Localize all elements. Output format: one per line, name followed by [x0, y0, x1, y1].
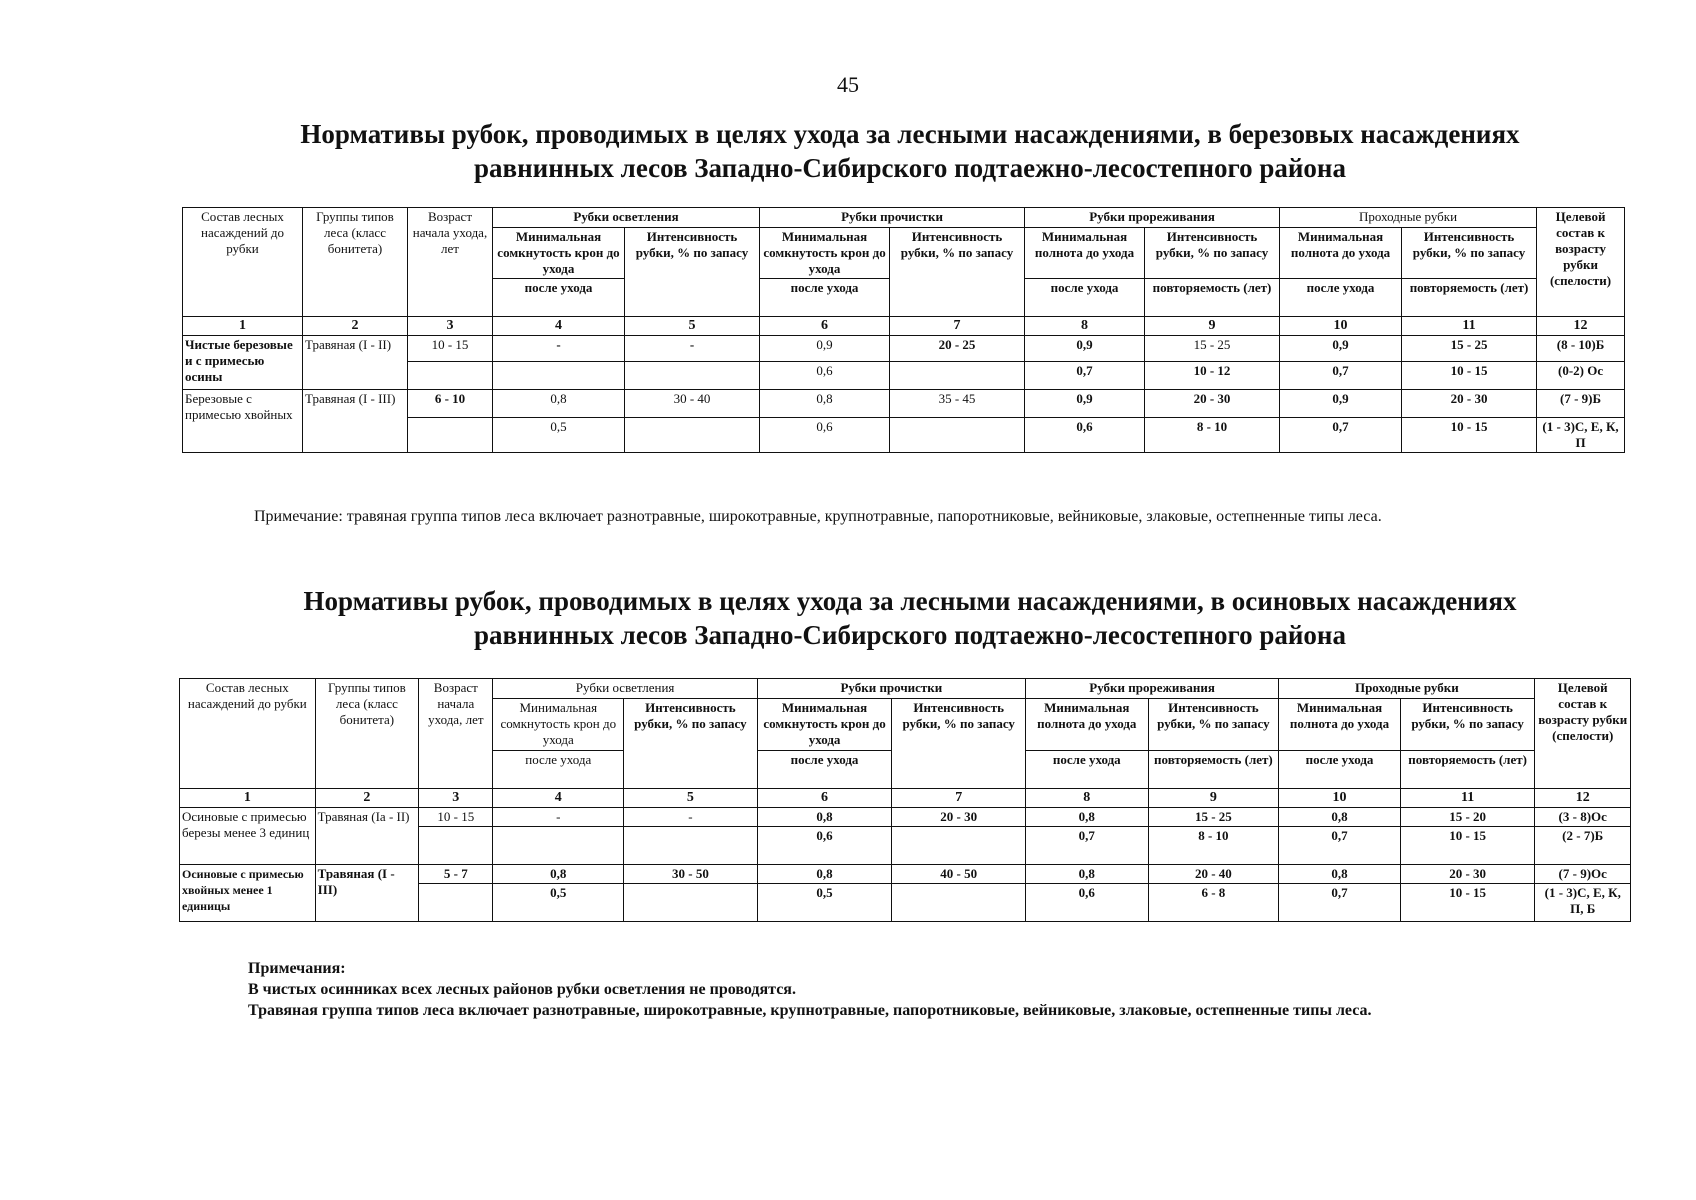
table2-title-line1: Нормативы рубок, проводимых в целях ухода за лесными насаждениями, в осиновых насаждениях — [303, 586, 1517, 616]
col-number: 4 — [493, 789, 624, 808]
cell-value: 10 - 15 — [1400, 827, 1535, 865]
cell-value: 10 - 12 — [1145, 362, 1280, 390]
header-intensity: Интенсивность рубки, % по запасу — [625, 228, 760, 317]
cell-value: 8 - 10 — [1145, 418, 1280, 453]
cell-value: 35 - 45 — [890, 390, 1025, 418]
cell-value: 0,7 — [1026, 827, 1149, 865]
cell-value: 20 - 25 — [890, 336, 1025, 362]
cell-value: 0,6 — [757, 827, 892, 865]
col-number: 5 — [625, 317, 760, 336]
row-group: Травяная (I - II) — [303, 336, 408, 390]
cell-value: - — [624, 808, 758, 827]
cell-value: 20 - 40 — [1148, 865, 1279, 884]
header-start-age: Возраст начала ухода, лет — [419, 679, 493, 789]
row-group: Травяная (I - III) — [303, 390, 408, 453]
header-forest-groups: Группы типов леса (класс бонитета) — [303, 208, 408, 317]
header-intensity: Интенсивность рубки, % по запасу — [1402, 228, 1537, 279]
cell-value: 0,8 — [757, 865, 892, 884]
cell-value: 0,8 — [1279, 808, 1401, 827]
row-age — [408, 418, 493, 453]
cell-value: 15 - 20 — [1400, 808, 1535, 827]
header-intensity: Интенсивность рубки, % по запасу — [1400, 699, 1535, 751]
cell-value — [892, 884, 1026, 922]
cell-value: 0,8 — [493, 390, 625, 418]
header-thinning: Рубки прореживания — [1026, 679, 1279, 699]
cell-value — [493, 827, 624, 865]
cell-value — [624, 827, 758, 865]
cell-value: 0,9 — [1025, 390, 1145, 418]
cell-value: 15 - 25 — [1145, 336, 1280, 362]
cell-value: 0,6 — [1025, 418, 1145, 453]
cell-value: 15 - 25 — [1402, 336, 1537, 362]
cell-value: 6 - 8 — [1148, 884, 1279, 922]
table1-title — [180, 117, 1640, 185]
cell-value: 0,9 — [1025, 336, 1145, 362]
header-after-care: после ухода — [1279, 751, 1401, 789]
cell-value: (0-2) Ос — [1537, 362, 1625, 390]
header-after-care: после ухода — [493, 751, 624, 789]
cell-value: 20 - 30 — [1145, 390, 1280, 418]
header-min-density: Минимальная полнота до ухода — [1279, 699, 1401, 751]
cell-value — [625, 362, 760, 390]
col-number: 7 — [892, 789, 1026, 808]
row-composition: Березовые с примесью хвойных — [183, 390, 303, 453]
cell-value: 10 - 15 — [1400, 884, 1535, 922]
cell-value: 10 - 15 — [1402, 362, 1537, 390]
cell-value: 0,9 — [1280, 336, 1402, 362]
header-repeat: повторяемость (лет) — [1148, 751, 1279, 789]
header-thinning: Рубки прореживания — [1025, 208, 1280, 228]
cell-value: 20 - 30 — [1402, 390, 1537, 418]
row-group: Травяная (Ia - II) — [315, 808, 418, 865]
header-after-care: после ухода — [757, 751, 892, 789]
cell-value: (1 - 3)С, Е, К, П — [1537, 418, 1625, 453]
header-repeat: повторяемость (лет) — [1400, 751, 1535, 789]
cell-value: - — [493, 808, 624, 827]
table1-title-line2: равнинных лесов Западно-Сибирского подтаежно-лесостепного района — [474, 153, 1346, 183]
header-repeat: повторяемость (лет) — [1402, 279, 1537, 317]
cell-value: 0,8 — [1026, 808, 1149, 827]
cell-value: 0,6 — [760, 418, 890, 453]
header-min-density: Минимальная полнота до ухода — [1025, 228, 1145, 279]
header-after-care: после ухода — [493, 279, 625, 317]
header-composition: Состав лесных насаждений до рубки — [183, 208, 303, 317]
cell-value: (3 - 8)Ос — [1535, 808, 1631, 827]
cell-value: 40 - 50 — [892, 865, 1026, 884]
header-clearing: Рубки осветления — [493, 679, 757, 699]
header-start-age: Возраст начала ухода, лет — [408, 208, 493, 317]
cell-value: - — [493, 336, 625, 362]
cell-value: 20 - 30 — [1400, 865, 1535, 884]
header-cleaning: Рубки прочистки — [757, 679, 1025, 699]
page-number: 45 — [837, 72, 859, 97]
cell-value: 8 - 10 — [1148, 827, 1279, 865]
row-age: 10 - 15 — [408, 336, 493, 362]
cell-value: 0,8 — [760, 390, 890, 418]
header-intensity: Интенсивность рубки, % по запасу — [1148, 699, 1279, 751]
cell-value: 0,9 — [760, 336, 890, 362]
col-number: 7 — [890, 317, 1025, 336]
cell-value: 0,9 — [1280, 390, 1402, 418]
col-number: 11 — [1402, 317, 1537, 336]
header-min-closure: Минимальная сомкнутость крон до ухода — [757, 699, 892, 751]
header-after-care: после ухода — [1026, 751, 1149, 789]
cell-value — [625, 418, 760, 453]
cell-value: 0,7 — [1279, 884, 1401, 922]
cell-value: 20 - 30 — [892, 808, 1026, 827]
row-composition: Осиновые с примесью хвойных менее 1 единицы — [180, 865, 316, 922]
row-age — [419, 827, 493, 865]
cell-value: 0,8 — [757, 808, 892, 827]
col-number: 3 — [408, 317, 493, 336]
cell-value: 15 - 25 — [1148, 808, 1279, 827]
table2-title-line2: равнинных лесов Западно-Сибирского подтаежно-лесостепного района — [474, 620, 1346, 650]
cell-value: 0,6 — [1026, 884, 1149, 922]
col-number: 8 — [1025, 317, 1145, 336]
cell-value — [890, 418, 1025, 453]
col-number: 1 — [180, 789, 316, 808]
col-number: 4 — [493, 317, 625, 336]
row-group: Травяная (I - III) — [315, 865, 418, 922]
cell-value: - — [625, 336, 760, 362]
header-min-closure: Минимальная сомкнутость крон до ухода — [493, 228, 625, 279]
note-item: В чистых осинниках всех лесных районов рубки осветления не проводятся. — [248, 981, 796, 998]
cell-value: 10 - 15 — [1402, 418, 1537, 453]
aspen-norms-table — [179, 678, 1631, 922]
header-target: Целевой состав к возрасту рубки (спелости) — [1537, 208, 1625, 317]
cell-value: (1 - 3)С, Е, К, П, Б — [1535, 884, 1631, 922]
cell-value: 0,7 — [1025, 362, 1145, 390]
cell-value: (8 - 10)Б — [1537, 336, 1625, 362]
header-min-closure: Минимальная сомкнутость крон до ухода — [493, 699, 624, 751]
table2-title — [180, 584, 1640, 652]
header-intensity: Интенсивность рубки, % по запасу — [890, 228, 1025, 317]
cell-value: 0,7 — [1280, 362, 1402, 390]
header-forest-groups: Группы типов леса (класс бонитета) — [315, 679, 418, 789]
col-number: 1 — [183, 317, 303, 336]
header-after-care: после ухода — [760, 279, 890, 317]
note-item: Травяная группа типов леса включает разнотравные, широкотравные, крупнотравные, папоротниковые, вейниковые, злаковые, остепненные типы леса. — [248, 1002, 1372, 1019]
cell-value: (2 - 7)Б — [1535, 827, 1631, 865]
col-number: 6 — [757, 789, 892, 808]
header-intensity: Интенсивность рубки, % по запасу — [892, 699, 1026, 789]
header-min-closure: Минимальная сомкнутость крон до ухода — [760, 228, 890, 279]
header-intensity: Интенсивность рубки, % по запасу — [624, 699, 758, 789]
header-min-density: Минимальная полнота до ухода — [1026, 699, 1149, 751]
cell-value: 0,8 — [1026, 865, 1149, 884]
row-age — [408, 362, 493, 390]
row-age: 5 - 7 — [419, 865, 493, 884]
col-number: 2 — [315, 789, 418, 808]
col-number: 9 — [1145, 317, 1280, 336]
row-composition: Чистые березовые и с примесью осины — [183, 336, 303, 390]
cell-value — [892, 827, 1026, 865]
header-passing: Проходные рубки — [1280, 208, 1537, 228]
table1-title-line1: Нормативы рубок, проводимых в целях ухода за лесными насаждениями, в березовых насаждениях — [300, 119, 1520, 149]
col-number: 8 — [1026, 789, 1149, 808]
col-number: 11 — [1400, 789, 1535, 808]
col-number: 5 — [624, 789, 758, 808]
col-number: 10 — [1279, 789, 1401, 808]
col-number: 6 — [760, 317, 890, 336]
cell-value: 0,6 — [760, 362, 890, 390]
cell-value: 0,8 — [493, 865, 624, 884]
header-min-density: Минимальная полнота до ухода — [1280, 228, 1402, 279]
col-number: 10 — [1280, 317, 1402, 336]
row-age: 10 - 15 — [419, 808, 493, 827]
col-number: 3 — [419, 789, 493, 808]
col-number: 2 — [303, 317, 408, 336]
cell-value — [624, 884, 758, 922]
notes-title: Примечания: — [248, 960, 346, 977]
cell-value: 30 - 50 — [624, 865, 758, 884]
header-cleaning: Рубки прочистки — [760, 208, 1025, 228]
header-intensity: Интенсивность рубки, % по запасу — [1145, 228, 1280, 279]
birch-norms-table — [182, 207, 1625, 453]
header-after-care: после ухода — [1025, 279, 1145, 317]
header-target: Целевой состав к возрасту рубки (спелости) — [1535, 679, 1631, 789]
cell-value: 0,5 — [757, 884, 892, 922]
col-number: 12 — [1537, 317, 1625, 336]
cell-value: 0,7 — [1279, 827, 1401, 865]
cell-value — [493, 362, 625, 390]
header-repeat: повторяемость (лет) — [1145, 279, 1280, 317]
cell-value: 0,5 — [493, 884, 624, 922]
row-age — [419, 884, 493, 922]
table2-notes — [248, 958, 1628, 1021]
cell-value: (7 - 9)Б — [1537, 390, 1625, 418]
cell-value: 0,7 — [1280, 418, 1402, 453]
cell-value: 0,8 — [1279, 865, 1401, 884]
col-number: 12 — [1535, 789, 1631, 808]
cell-value: (7 - 9)Ос — [1535, 865, 1631, 884]
header-composition: Состав лесных насаждений до рубки — [180, 679, 316, 789]
header-after-care: после ухода — [1280, 279, 1402, 317]
header-passing: Проходные рубки — [1279, 679, 1535, 699]
header-clearing: Рубки осветления — [493, 208, 760, 228]
table1-note: Примечание: травяная группа типов леса включает разнотравные, широкотравные, крупнотравные, папоротниковые, вейниковые, злаковые, остепненные типы леса. — [254, 508, 1382, 525]
cell-value: 30 - 40 — [625, 390, 760, 418]
cell-value: 0,5 — [493, 418, 625, 453]
row-age: 6 - 10 — [408, 390, 493, 418]
cell-value — [890, 362, 1025, 390]
row-composition: Осиновые с примесью березы менее 3 единиц — [180, 808, 316, 865]
col-number: 9 — [1148, 789, 1279, 808]
